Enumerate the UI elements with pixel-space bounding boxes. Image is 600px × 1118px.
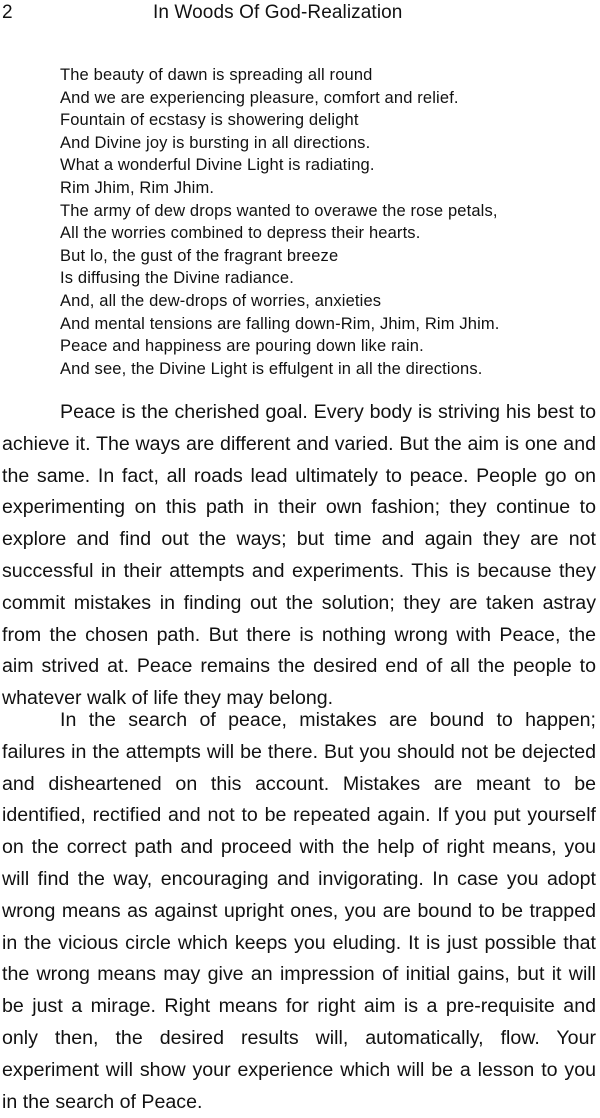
poem-line: What a wonderful Divine Light is radiating. (60, 156, 375, 175)
poem-line: And Divine joy is bursting in all directions. (60, 133, 371, 152)
poem-line: The beauty of dawn is spreading all round (60, 66, 373, 84)
poem-line: And we are experiencing pleasure, comfort and relief. (60, 88, 459, 107)
poem-line: And mental tensions are falling down-Rim, Jhim, Rim Jhim. (60, 314, 500, 333)
poem-line: The army of dew drops wanted to overawe the rose petals, (60, 201, 498, 220)
poem-block (60, 64, 595, 380)
body-paragraph-2: In the search of peace, mistakes are bound to happen; failures in the attempts will be there. But you should not be dejected and disheartened on this account. Mistakes are meant to be identified, rectified and not to be repeated again. If you put yourself on the correct path and proceed with the help of right means, you will find the way, encouraging and invigorating. In case you adopt wrong means as against upright ones, you are bound to be trapped in the vicious circle which keeps you eluding. It is just possible that the wrong means may give an impression of initial gains, but it will be just a mirage. Right means for right aim is a pre-requisite and only then, the desired results will, automatically, flow. Your experiment will show your experience which will be a lesson to you in the search of Peace. (2, 709, 596, 1113)
poem-line: And, all the dew-drops of worries, anxieties (60, 291, 382, 310)
poem-line: And see, the Divine Light is effulgent in all the directions. (60, 359, 483, 378)
poem-line: All the worries combined to depress their hearts. (60, 224, 421, 243)
running-title: In Woods Of God-Realization (153, 2, 403, 23)
poem-line: But lo, the gust of the fragrant breeze (60, 246, 339, 265)
poem-line: Peace and happiness are pouring down like rain. (60, 337, 424, 356)
page-number: 2 (2, 2, 13, 23)
body-paragraph-1: Peace is the cherished goal. Every body is striving his best to achieve it. The ways are different and varied. But the aim is one and the same. In fact, all roads lead ultimately to peace. People go on experimenting on this path in their own fashion; they continue to explore and find out the ways; but time and again they are not successful in their attempts and experiments. This is because they commit mistakes in finding out the solution; they are taken astray from the chosen path. But there is nothing wrong with Peace, the aim strived at. Peace remains the desired end of all the people to whatever walk of life they may belong. (2, 401, 596, 710)
poem-line: Is diffusing the Divine radiance. (60, 269, 294, 288)
poem-line: Rim Jhim, Rim Jhim. (60, 178, 215, 197)
poem-line: Fountain of ecstasy is showering delight (60, 111, 359, 130)
